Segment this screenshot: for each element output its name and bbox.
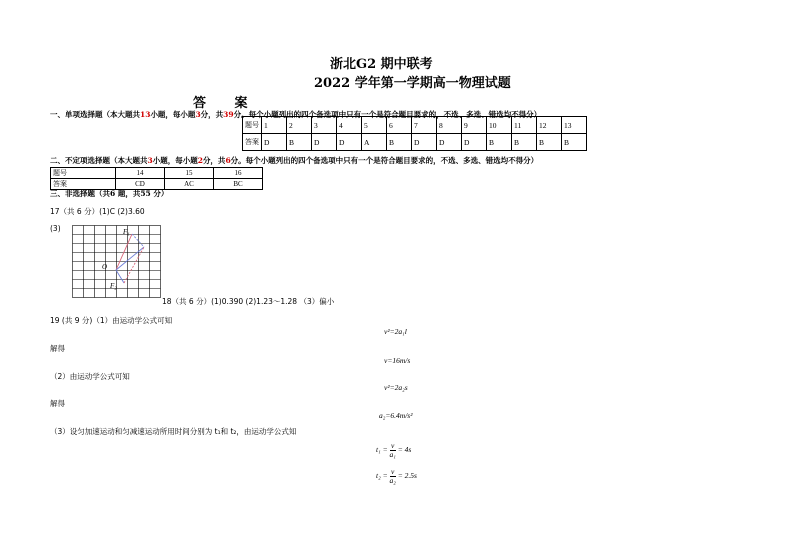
- table-cell: 1: [262, 117, 287, 134]
- section3-heading: 三、非选择题（共6 题，共55 分）: [50, 189, 169, 198]
- table-cell: 5: [362, 117, 387, 134]
- section1-heading: 一、单项选择题（本大题共13小题，每小题3分，共39分。每个小题列出的四个备选项中只有一个是符合题目要求的，不选、多选、错选均不得分）: [50, 110, 542, 119]
- table-cell: B: [537, 134, 562, 151]
- answer-heading: 答 案: [193, 96, 260, 111]
- section2-answer-table: [50, 167, 263, 190]
- page-subtitle: 2022 学年第一学期高一物理试题: [314, 76, 511, 91]
- solve-label-2: 解得: [50, 399, 65, 408]
- q19-part3: （3）设匀加速运动和匀减速运动所用时间分别为 t₁和 t₂，由运动学公式知: [50, 427, 297, 436]
- table-cell: D: [462, 134, 487, 151]
- resultant-vector: [116, 247, 144, 270]
- table-cell: 2: [287, 117, 312, 134]
- table-cell: 9: [462, 117, 487, 134]
- table-cell: 16: [214, 168, 263, 179]
- table-cell: D: [262, 134, 287, 151]
- f1-label: F₁: [123, 228, 130, 236]
- table-cell: CD: [116, 179, 165, 190]
- table-cell: A: [362, 134, 387, 151]
- section2-heading: 二、不定项选择题（本大题共3小题，每小题2分，共6分。每个小题列出的四个备选项中只有一个是符合题目要求的，不选、多选、错选均不得分）: [50, 156, 539, 165]
- equation-2: v=16m/s: [384, 356, 411, 365]
- table-row: [243, 117, 587, 134]
- table-row: [243, 134, 587, 151]
- table-cell: BC: [214, 179, 263, 190]
- table-cell: 10: [487, 117, 512, 134]
- table-cell: 7: [412, 117, 437, 134]
- row-label: 答案: [243, 134, 262, 151]
- parallelogram-edge: [132, 234, 144, 247]
- table-cell: B: [512, 134, 537, 151]
- equation-6: t₂ = $\frac{v}{\text{a₂}}$ = 2.5s: [376, 467, 417, 485]
- table-cell: 11: [512, 117, 537, 134]
- q17-part3-label: (3): [50, 224, 61, 233]
- equation-5: t₁ = $\frac{v}{\text{a₁}}$ = 4s: [376, 441, 412, 459]
- table-cell: B: [287, 134, 312, 151]
- equation-4: a₂=6.4m/s²: [379, 411, 413, 420]
- row-label: 题号: [51, 168, 116, 179]
- f2-label: F₂: [110, 282, 117, 290]
- table-cell: 14: [116, 168, 165, 179]
- table-cell: 12: [537, 117, 562, 134]
- solve-label-1: 解得: [50, 344, 65, 353]
- q19-part2: （2）由运动学公式可知: [50, 372, 130, 381]
- q19-part1: 19 (共 9 分)（1）由运动学公式可知: [50, 316, 173, 325]
- table-cell: 3: [312, 117, 337, 134]
- equation-3: v²=2a₂s: [384, 383, 408, 392]
- table-cell: AC: [165, 179, 214, 190]
- force-diagram: [72, 225, 168, 300]
- table-cell: D: [437, 134, 462, 151]
- row-label: 答案: [51, 179, 116, 190]
- table-cell: 8: [437, 117, 462, 134]
- table-cell: D: [312, 134, 337, 151]
- section1-answer-table: [242, 116, 587, 151]
- q17-answer: 17（共 6 分）(1)C (2)3.60: [50, 207, 145, 216]
- table-cell: B: [562, 134, 587, 151]
- origin-label: O: [102, 263, 108, 271]
- table-cell: D: [337, 134, 362, 151]
- row-label: 题号: [243, 117, 262, 134]
- table-cell: 15: [165, 168, 214, 179]
- equation-1: v²=2a₁l: [384, 327, 407, 336]
- q18-answer: 18（共 6 分）(1)0.390 (2)1.23～1.28 （3）偏小: [162, 297, 335, 306]
- f2-vector: [116, 270, 124, 283]
- table-cell: 6: [387, 117, 412, 134]
- f1-vector: [116, 234, 132, 270]
- table-cell: B: [487, 134, 512, 151]
- page-title: 浙北G2 期中联考: [330, 57, 433, 72]
- table-cell: 13: [562, 117, 587, 134]
- table-row: [51, 168, 263, 179]
- table-cell: 4: [337, 117, 362, 134]
- table-cell: D: [412, 134, 437, 151]
- table-cell: B: [387, 134, 412, 151]
